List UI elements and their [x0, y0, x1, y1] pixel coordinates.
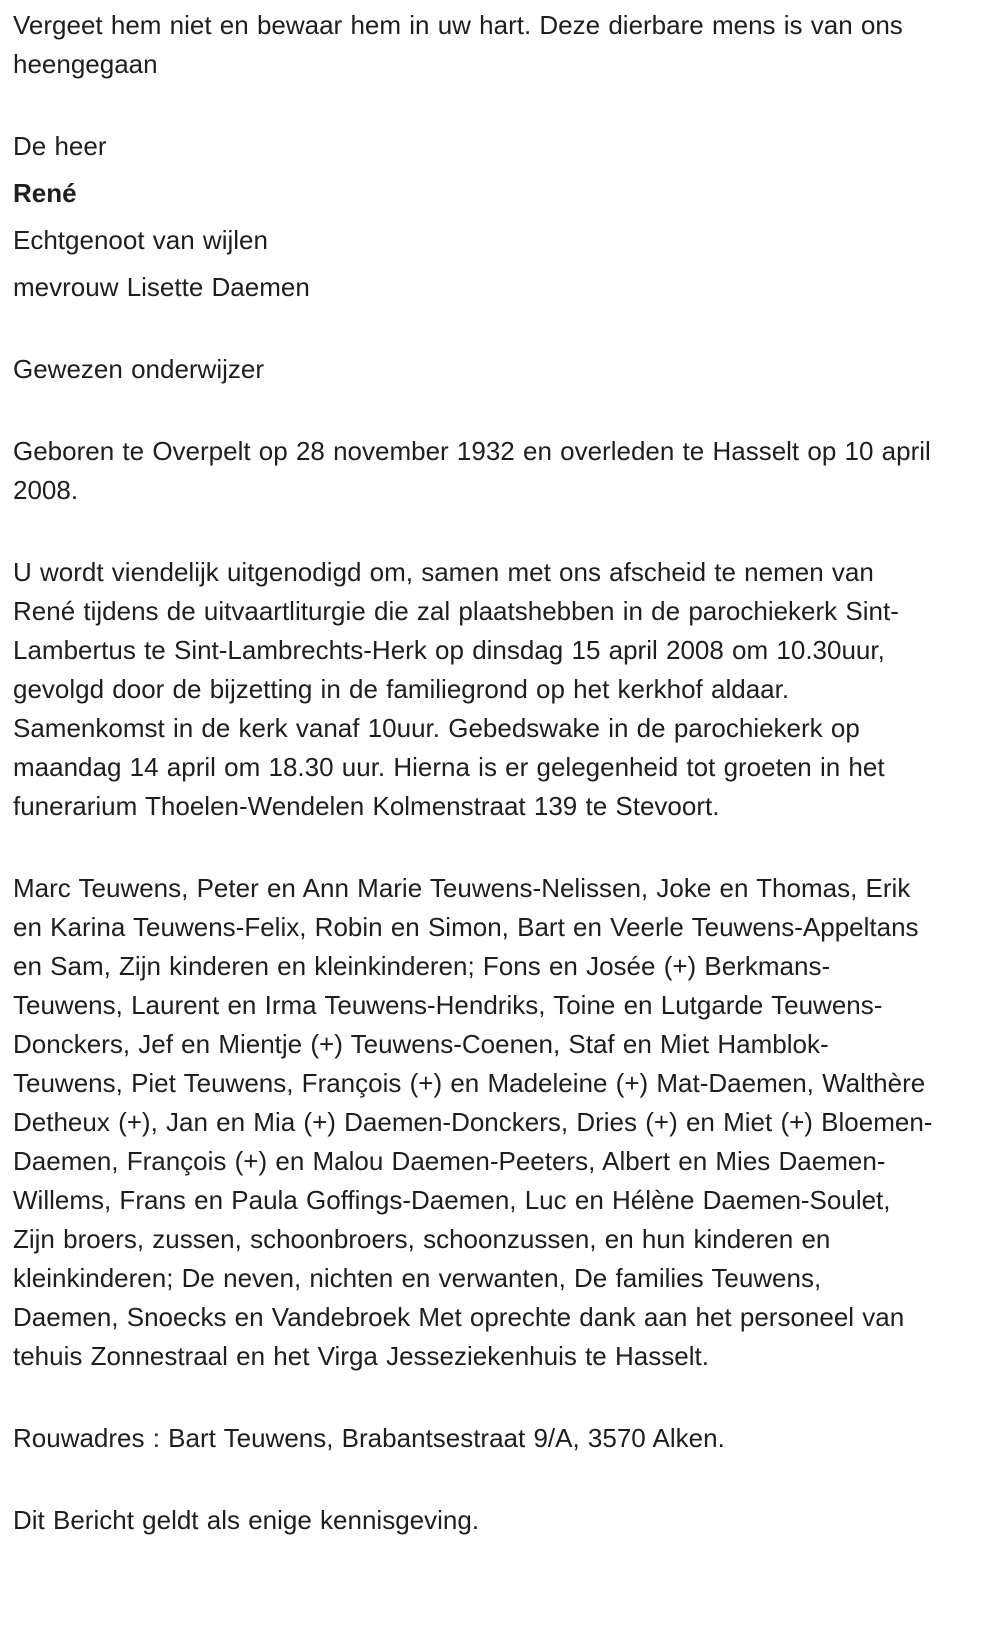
mourning-address-line: Rouwadres : Bart Teuwens, Brabantsestraat 9/A, 3570 Alken. [13, 1423, 725, 1453]
closing-line: Dit Bericht geldt als enige kennisgeving. [13, 1505, 480, 1535]
profession-line: Gewezen onderwijzer [13, 354, 265, 384]
family-paragraph: Marc Teuwens, Peter en Ann Marie Teuwens-Nelissen, Joke en Thomas, Erik en Karina Teuwens-Felix, Robin en Simon, Bart en Veerle Teuwens-Appeltans en Sam, Zijn kinderen en kleinkinderen; Fons en Josée (+) Berkmans-Teuwens, Laurent en Irma Teuwens-Hendriks, Toine en Lutgarde Teuwens-Donckers, Jef en Mientje (+) Teuwens-Coenen, Staf en Miet Hamblok-Teuwens, Piet Teuwens, François (+) en Madeleine (+) Mat-Daemen, Walthère Detheux (+), Jan en Mia (+) Daemen-Donckers, Dries (+) en Miet (+) Bloemen-Daemen, François (+) en Malou Daemen-Peeters, Albert en Mies Daemen-Willems, Frans en Paula Goffings-Daemen, Luc en Hélène Daemen-Soulet, Zijn broers, zussen, schoonbroers, schoonzussen, en hun kinderen en kleinkinderen; De neven, nichten en verwanten, De families Teuwens, Daemen, Snoecks en Vandebroek Met oprechte dank aan het personeel van tehuis Zonnestraal en het Virga Jesseziekenhuis te Hasselt. [13, 873, 933, 1371]
ceremony-paragraph: U wordt viendelijk uitgenodigd om, samen met ons afscheid te nemen van René tijdens de uitvaartliturgie die zal plaatshebben in de parochiekerk Sint-Lambertus te Sint-Lambrechts-Herk op dinsdag 15 april 2008 om 10.30uur, gevolgd door de bijzetting in de familiegrond op het kerkhof aldaar. Samenkomst in de kerk vanaf 10uur. Gebedswake in de parochiekerk op maandag 14 april om 18.30 uur. Hierna is er gelegenheid tot groeten in het funerarium Thoelen-Wendelen Kolmenstraat 139 te Stevoort. [13, 557, 899, 821]
deceased-name: René [13, 178, 77, 208]
spouse-name-line: mevrouw Lisette Daemen [13, 272, 310, 302]
salutation-line: De heer [13, 131, 107, 161]
intro-paragraph: Vergeet hem niet en bewaar hem in uw hart. Deze dierbare mens is van ons heengegaan [13, 10, 903, 79]
life-dates-paragraph: Geboren te Overpelt op 28 november 1932 en overleden te Hasselt op 10 april 2008. [13, 436, 931, 505]
spouse-prefix-line: Echtgenoot van wijlen [13, 225, 268, 255]
